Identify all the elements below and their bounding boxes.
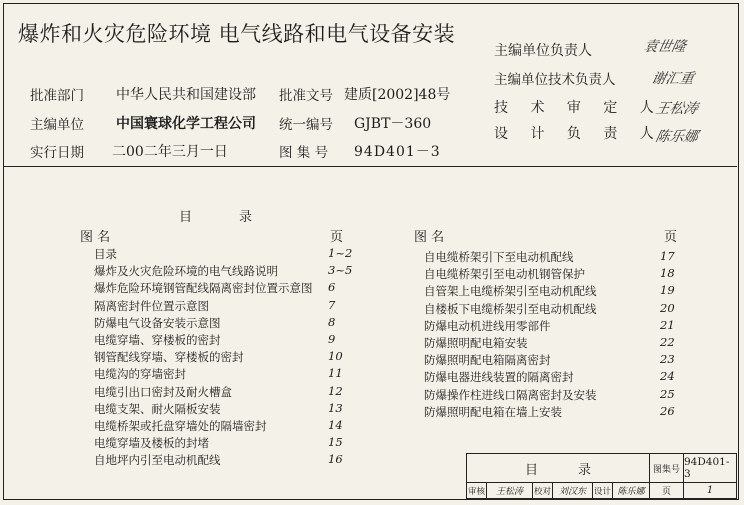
toc-item-page: 12: [328, 383, 343, 398]
toc-item-name: 电缆穿墙、穿楼板的密封: [94, 333, 221, 347]
impl-date-value: 二00二年三月一日: [112, 144, 228, 160]
designer-label: 设 计 负 责 人: [494, 126, 663, 142]
atlas-no-value: 94D401－3: [354, 144, 441, 160]
unified-no-value: GJBT－360: [354, 116, 432, 132]
left-col-name-header: 图 名: [80, 230, 111, 245]
toc-item-name: 自电缆桥架引下至电动机配线: [424, 250, 574, 264]
tb-name-cell: [467, 454, 650, 483]
impl-date-label: 实行日期: [30, 145, 84, 161]
toc-item-name: 自管架上电缆桥架引至电动机配线: [424, 284, 597, 299]
tb-check-label: 校对: [533, 483, 553, 499]
approve-dept-label: 批准部门: [30, 88, 84, 104]
editor-unit-label: 主编单位: [30, 117, 84, 133]
toc-item-page: 6: [328, 280, 336, 295]
toc-item-name: 防爆照明配电箱在墙上安装: [424, 404, 562, 419]
toc-item-name: 隔离密封件位置示意图: [94, 298, 209, 313]
toc-item-page: 23: [660, 352, 675, 367]
toc-item-name: 电缆穿墙及楼板的封堵: [94, 436, 209, 451]
toc-item-page: 1~2: [328, 246, 353, 260]
left-col-page-header: 页: [330, 230, 344, 245]
tb-review-sig: 王松涛: [487, 483, 533, 499]
approve-doc-value: 建质[2002]48号: [344, 87, 451, 103]
approve-doc-label: 批准文号: [279, 88, 333, 104]
toc-item-page: 24: [660, 369, 675, 384]
toc-item-name: 防爆电气设备安装示意图: [94, 315, 221, 330]
reviewer-label: 技 术 审 定 人: [494, 100, 663, 116]
toc-item-page: 16: [328, 452, 343, 467]
toc-item-page: 19: [660, 283, 675, 298]
reviewer-signature: 王松涛: [654, 101, 700, 117]
approve-dept-value: 中华人民共和国建设部: [116, 87, 256, 103]
toc-item-page: 9: [328, 332, 336, 346]
tb-name-a: 目: [524, 462, 538, 478]
atlas-no-label: 图 集 号: [279, 145, 329, 161]
right-col-page-header: 页: [664, 230, 678, 245]
tb-design-sig: 陈乐娜: [613, 483, 650, 499]
toc-heading-b: 录: [239, 210, 253, 225]
toc-item-name: 防爆操作柱进线口隔离密封及安装: [424, 387, 597, 402]
right-col-name-header: 图 名: [414, 230, 445, 245]
title-block: [466, 453, 737, 499]
toc-item-page: 3~5: [328, 263, 353, 278]
toc-item-page: 26: [660, 403, 675, 418]
toc-item-page: 17: [660, 249, 675, 263]
toc-item-page: 7: [328, 297, 336, 312]
toc-heading-a: 目: [179, 210, 193, 225]
resp-unit-label: 主编单位负责人: [494, 43, 592, 59]
page-title: 爆炸和火灾危险环境 电气线路和电气设备安装: [18, 22, 456, 46]
toc-item-page: 10: [328, 349, 343, 364]
toc-item-page: 8: [328, 314, 336, 329]
tb-check-sig: 刘汉东: [553, 483, 593, 499]
toc-item-name: 爆炸危险环境钢管配线隔离密封位置示意图: [94, 281, 313, 296]
toc-item-name: 自电缆桥架引至电动机钢管保护: [424, 267, 585, 282]
toc-item-page: 14: [328, 418, 343, 432]
tech-resp-row: [494, 68, 616, 88]
toc-item-page: 18: [660, 266, 675, 281]
tb-atlas-label: 图集号: [650, 454, 684, 483]
toc-item-page: 20: [660, 300, 675, 315]
toc-item-name: 防爆照明配电箱安装: [424, 336, 528, 350]
resp-unit-row: [494, 40, 592, 60]
toc-item-name: 目录: [94, 247, 117, 261]
reviewer-row: [494, 97, 663, 117]
tb-page-label: 页: [650, 483, 684, 499]
tb-review-label: 审核: [467, 483, 487, 499]
unified-no-label: 统一编号: [279, 117, 333, 133]
tb-page-value: 1: [684, 483, 737, 499]
toc-item-page: 11: [328, 366, 343, 381]
toc-item-name: 自地坪内引至电动机配线: [94, 453, 221, 468]
toc-item-name: 防爆电动机进线用零部件: [424, 318, 551, 333]
tech-resp-signature: 谢汇重: [650, 71, 696, 87]
tb-design-label: 设计: [593, 483, 613, 499]
toc-item-page: 13: [328, 400, 343, 415]
toc-item-page: 21: [660, 317, 675, 332]
toc-item-name: 电缆沟的穿墙密封: [94, 367, 186, 382]
toc-item-name: 爆炸及火灾危险环境的电气线路说明: [94, 264, 278, 279]
editor-unit-value: 中国寰球化学工程公司: [116, 116, 256, 132]
tb-atlas-value: 94D401-3: [684, 454, 737, 483]
toc-item-name: 自楼板下电缆桥架引至电动机配线: [424, 301, 597, 316]
toc-item-name: 电缆引出口密封及耐火槽盒: [94, 384, 232, 399]
toc-item-page: 25: [660, 386, 675, 401]
toc-item-page: 15: [328, 435, 343, 450]
toc-item-name: 电缆支架、耐火隔板安装: [94, 401, 221, 416]
tech-resp-label: 主编单位技术负责人: [494, 72, 616, 88]
toc-item-page: 22: [660, 335, 675, 349]
toc-item-name: 防爆照明配电箱隔离密封: [424, 353, 551, 368]
designer-signature: 陈乐娜: [654, 129, 700, 145]
toc-item-name: 钢管配线穿墙、穿楼板的密封: [94, 350, 244, 365]
tb-name-b: 录: [578, 462, 592, 478]
toc-item-name: 防爆电器进线装置的隔离密封: [424, 370, 574, 385]
header-block: [4, 4, 737, 167]
resp-unit-signature: 袁世隆: [642, 39, 688, 55]
toc-item-name: 电缆桥架或托盘穿墙处的隔墙密封: [94, 419, 267, 433]
designer-row: [494, 123, 663, 143]
drawing-frame: [3, 3, 739, 500]
